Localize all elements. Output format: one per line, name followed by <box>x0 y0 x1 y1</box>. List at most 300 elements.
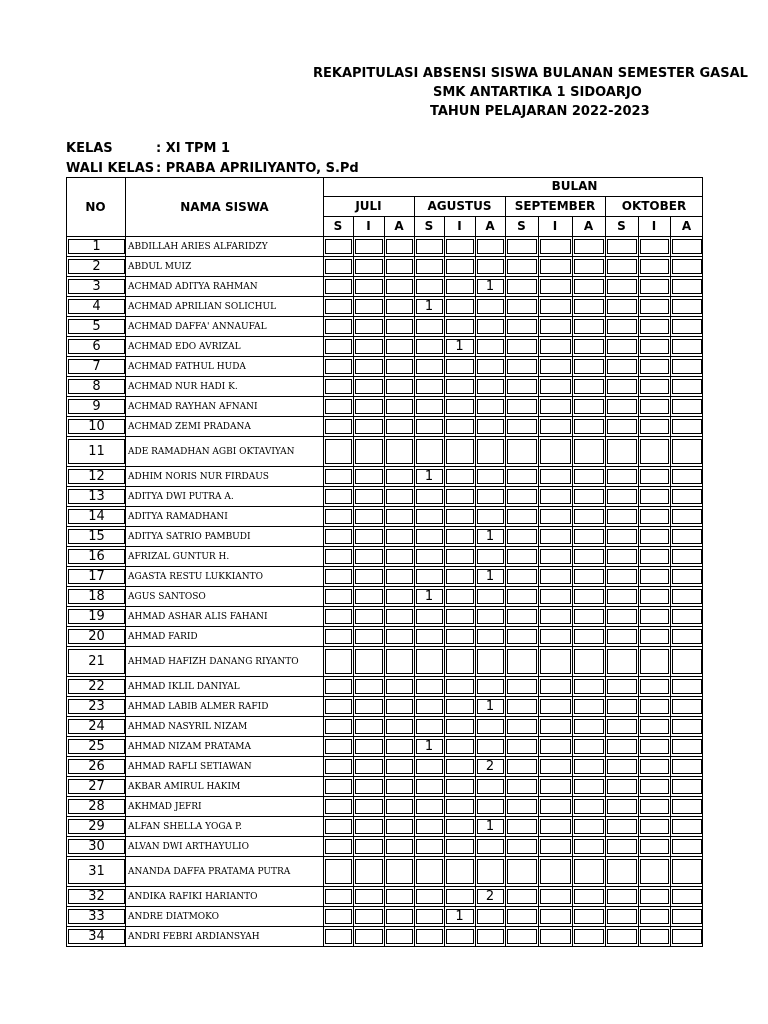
attendance-value <box>638 397 670 416</box>
attendance-value <box>638 277 670 296</box>
row-number: 17 <box>68 569 125 584</box>
attendance-value <box>414 357 444 376</box>
attendance-value: 1 <box>485 819 495 834</box>
attendance-value <box>505 837 538 856</box>
attendance-value <box>505 857 538 886</box>
table-row <box>66 357 703 377</box>
attendance-value <box>670 397 703 416</box>
attendance-value <box>505 357 538 376</box>
attendance-value <box>605 837 638 856</box>
attendance-value <box>605 737 638 756</box>
attendance-value <box>505 467 538 486</box>
attendance-value <box>384 777 414 796</box>
attendance-value <box>414 837 444 856</box>
grid-line <box>66 857 67 886</box>
attendance-value <box>638 567 670 586</box>
attendance-value <box>538 647 572 676</box>
attendance-value <box>475 437 505 466</box>
attendance-value <box>538 437 572 466</box>
attendance-value <box>670 317 703 336</box>
attendance-value <box>384 857 414 886</box>
attendance-value <box>444 927 475 946</box>
attendance-value <box>538 777 572 796</box>
attendance-value <box>605 337 638 356</box>
attendance-value <box>475 737 505 756</box>
academic-year: TAHUN PELAJARAN 2022-2023 <box>430 104 650 119</box>
attendance-value <box>475 507 505 526</box>
row-number: 25 <box>68 739 125 754</box>
grid-line <box>66 797 67 816</box>
attendance-value <box>444 567 475 586</box>
table-row <box>66 237 703 257</box>
attendance-value <box>353 277 384 296</box>
student-name: ADE RAMADHAN AGBI OKTAVIYAN <box>128 446 295 457</box>
attendance-value <box>414 797 444 816</box>
student-name: ACHMAD FATHUL HUDA <box>128 361 246 372</box>
attendance-value <box>444 467 475 486</box>
grid-line <box>125 487 126 506</box>
attendance-value <box>638 677 670 696</box>
class-info <box>66 141 230 156</box>
row-number: 19 <box>68 609 125 624</box>
row-number: 10 <box>68 419 125 434</box>
attendance-value <box>605 277 638 296</box>
attendance-value <box>670 507 703 526</box>
grid-line <box>66 487 67 506</box>
header-sub-a: A <box>394 219 404 233</box>
attendance-value <box>353 357 384 376</box>
attendance-value <box>323 737 353 756</box>
attendance-value <box>475 417 505 436</box>
grid-line <box>125 397 126 416</box>
attendance-value <box>670 857 703 886</box>
attendance-value <box>505 507 538 526</box>
attendance-value <box>605 487 638 506</box>
attendance-value <box>384 467 414 486</box>
attendance-value <box>638 297 670 316</box>
attendance-value <box>353 377 384 396</box>
attendance-value <box>572 817 605 836</box>
student-name: ABDILLAH ARIES ALFARIDZY <box>128 241 268 252</box>
row-number: 23 <box>68 699 125 714</box>
attendance-value <box>323 627 353 646</box>
table-row <box>66 857 703 887</box>
attendance-value <box>670 257 703 276</box>
attendance-value <box>670 547 703 566</box>
grid-line <box>125 817 126 836</box>
table-row <box>66 927 703 947</box>
attendance-value <box>384 797 414 816</box>
attendance-value <box>572 237 605 256</box>
attendance-value <box>414 337 444 356</box>
grid-line <box>66 417 67 436</box>
attendance-value <box>384 927 414 946</box>
grid-line <box>66 837 67 856</box>
attendance-value <box>414 437 444 466</box>
header-student-name: NAMA SISWA <box>180 200 269 214</box>
attendance-value <box>384 817 414 836</box>
attendance-value <box>572 417 605 436</box>
attendance-value <box>670 357 703 376</box>
attendance-value <box>670 907 703 926</box>
attendance-value <box>414 817 444 836</box>
attendance-value <box>323 317 353 336</box>
attendance-value <box>414 927 444 946</box>
attendance-value <box>505 797 538 816</box>
attendance-value <box>638 777 670 796</box>
attendance-value <box>444 257 475 276</box>
attendance-value <box>670 777 703 796</box>
attendance-value <box>538 357 572 376</box>
attendance-value <box>384 737 414 756</box>
header-sub-i: I <box>552 219 558 233</box>
attendance-value <box>505 337 538 356</box>
attendance-value <box>538 467 572 486</box>
attendance-value <box>538 717 572 736</box>
attendance-value <box>638 757 670 776</box>
attendance-value <box>353 527 384 546</box>
attendance-value <box>323 397 353 416</box>
attendance-value <box>323 277 353 296</box>
attendance-value <box>638 857 670 886</box>
attendance-value <box>353 317 384 336</box>
attendance-value <box>384 757 414 776</box>
attendance-value <box>670 377 703 396</box>
attendance-value <box>444 717 475 736</box>
table-row <box>66 257 703 277</box>
student-name: ADITYA DWI PUTRA A. <box>128 491 234 502</box>
attendance-value <box>353 817 384 836</box>
grid-line <box>66 317 67 336</box>
attendance-value <box>353 567 384 586</box>
school-name: SMK ANTARTIKA 1 SIDOARJO <box>433 85 642 100</box>
student-name: ADITYA SATRIO PAMBUDI <box>128 531 251 542</box>
homeroom-teacher-value: : PRABA APRILIYANTO, S.Pd <box>156 161 359 176</box>
table-row <box>66 297 703 317</box>
attendance-value <box>670 467 703 486</box>
row-number: 26 <box>68 759 125 774</box>
attendance-value <box>444 677 475 696</box>
attendance-value <box>353 487 384 506</box>
attendance-value <box>505 257 538 276</box>
attendance-value <box>605 437 638 466</box>
attendance-value <box>538 567 572 586</box>
grid-line <box>66 467 67 486</box>
attendance-value <box>538 337 572 356</box>
attendance-value <box>475 927 505 946</box>
grid-line <box>125 857 126 886</box>
attendance-value <box>323 677 353 696</box>
attendance-value <box>605 647 638 676</box>
attendance-value <box>638 527 670 546</box>
grid-line <box>66 437 67 466</box>
attendance-value <box>670 487 703 506</box>
attendance-value <box>384 297 414 316</box>
attendance-value <box>505 277 538 296</box>
attendance-value <box>670 927 703 946</box>
attendance-value <box>414 527 444 546</box>
table-row <box>66 317 703 337</box>
attendance-value <box>444 757 475 776</box>
attendance-value <box>353 257 384 276</box>
table-row <box>66 587 703 607</box>
table-row <box>66 627 703 647</box>
attendance-value <box>323 697 353 716</box>
attendance-value <box>572 567 605 586</box>
attendance-value <box>605 507 638 526</box>
row-number: 4 <box>68 299 125 314</box>
attendance-value: 1 <box>455 339 464 354</box>
attendance-value <box>414 677 444 696</box>
student-name: AHMAD FARID <box>128 631 198 642</box>
attendance-value <box>444 697 475 716</box>
attendance-value <box>384 527 414 546</box>
header-sub-s: S <box>517 219 526 233</box>
attendance-value <box>414 627 444 646</box>
attendance-value <box>538 587 572 606</box>
attendance-value <box>353 927 384 946</box>
attendance-value <box>444 297 475 316</box>
attendance-value <box>414 547 444 566</box>
attendance-value <box>323 777 353 796</box>
row-number: 30 <box>68 839 125 854</box>
header-sub-i: I <box>366 219 371 233</box>
attendance-value <box>475 317 505 336</box>
header-sub-s: S <box>333 219 343 233</box>
attendance-value <box>444 817 475 836</box>
attendance-value <box>505 907 538 926</box>
attendance-value <box>353 397 384 416</box>
attendance-value <box>323 887 353 906</box>
attendance-value <box>670 627 703 646</box>
attendance-value <box>505 677 538 696</box>
student-name: ACHMAD ZEMI PRADANA <box>128 421 251 432</box>
attendance-value <box>323 487 353 506</box>
attendance-value <box>384 627 414 646</box>
grid-line <box>125 677 126 696</box>
attendance-value <box>444 587 475 606</box>
grid-line <box>66 507 67 526</box>
attendance-value <box>353 437 384 466</box>
attendance-value <box>323 647 353 676</box>
attendance-value: 1 <box>485 569 495 584</box>
attendance-value <box>475 907 505 926</box>
attendance-value <box>414 647 444 676</box>
attendance-value <box>475 857 505 886</box>
attendance-value <box>670 647 703 676</box>
attendance-value <box>414 907 444 926</box>
table-row <box>66 487 703 507</box>
attendance-value <box>444 277 475 296</box>
attendance-value: 2 <box>485 889 495 904</box>
attendance-value <box>353 777 384 796</box>
attendance-value: 1 <box>424 739 434 754</box>
attendance-value <box>605 567 638 586</box>
attendance-value <box>384 677 414 696</box>
table-row <box>66 697 703 717</box>
header-no: NO <box>85 200 106 214</box>
attendance-value <box>638 647 670 676</box>
attendance-value <box>444 237 475 256</box>
attendance-value <box>572 737 605 756</box>
attendance-value <box>605 547 638 566</box>
attendance-value <box>323 467 353 486</box>
attendance-value <box>605 317 638 336</box>
attendance-value <box>384 887 414 906</box>
grid-line <box>66 887 67 906</box>
row-number: 27 <box>68 779 125 794</box>
table-row <box>66 777 703 797</box>
grid-line <box>66 677 67 696</box>
attendance-value <box>475 397 505 416</box>
header-sub-i: I <box>651 219 657 233</box>
row-number: 33 <box>68 909 125 924</box>
attendance-value <box>384 337 414 356</box>
student-name: ACHMAD DAFFA' ANNAUFAL <box>128 321 267 332</box>
attendance-value <box>323 527 353 546</box>
attendance-value <box>353 627 384 646</box>
attendance-value <box>414 257 444 276</box>
row-number: 8 <box>68 379 125 394</box>
attendance-value <box>323 907 353 926</box>
attendance-value <box>444 317 475 336</box>
attendance-value <box>475 837 505 856</box>
attendance-value <box>414 487 444 506</box>
student-name: AHMAD HAFIZH DANANG RIYANTO <box>128 656 299 667</box>
header-sub-a: A <box>485 219 495 233</box>
table-row <box>66 717 703 737</box>
grid-line <box>125 437 126 466</box>
attendance-value <box>538 907 572 926</box>
grid-line <box>125 587 126 606</box>
attendance-value <box>605 527 638 546</box>
attendance-value <box>323 297 353 316</box>
attendance-value <box>414 317 444 336</box>
grid-line <box>125 377 126 396</box>
grid-line <box>125 717 126 736</box>
attendance-value <box>505 437 538 466</box>
attendance-value <box>353 757 384 776</box>
attendance-value <box>638 357 670 376</box>
student-name: AHMAD ASHAR ALIS FAHANI <box>128 611 268 622</box>
student-name: ANDRI FEBRI ARDIANSYAH <box>128 931 260 942</box>
table-row <box>66 417 703 437</box>
student-name: ANANDA DAFFA PRATAMA PUTRA <box>128 866 291 877</box>
attendance-value <box>605 677 638 696</box>
attendance-value <box>572 927 605 946</box>
attendance-value <box>605 757 638 776</box>
grid-line <box>66 607 67 626</box>
grid-line <box>125 607 126 626</box>
attendance-value <box>538 237 572 256</box>
attendance-value <box>572 277 605 296</box>
attendance-value <box>605 907 638 926</box>
attendance-value <box>605 297 638 316</box>
attendance-value <box>572 397 605 416</box>
attendance-value <box>538 797 572 816</box>
attendance-value <box>505 697 538 716</box>
attendance-value <box>638 587 670 606</box>
attendance-value <box>444 857 475 886</box>
attendance-value <box>638 437 670 466</box>
attendance-value <box>670 567 703 586</box>
attendance-value <box>505 417 538 436</box>
homeroom-teacher-label: WALI KELAS <box>66 161 155 176</box>
grid-line <box>66 927 67 946</box>
attendance-value <box>505 487 538 506</box>
table-row <box>66 507 703 527</box>
attendance-value <box>638 257 670 276</box>
header-month-oktober: OKTOBER <box>621 199 687 213</box>
attendance-value <box>670 437 703 466</box>
attendance-value <box>605 887 638 906</box>
attendance-value <box>475 777 505 796</box>
attendance-value <box>538 527 572 546</box>
attendance-value <box>538 417 572 436</box>
attendance-value <box>572 507 605 526</box>
grid-line <box>125 697 126 716</box>
grid-line <box>125 317 126 336</box>
attendance-value <box>572 547 605 566</box>
student-name: ACHMAD EDO AVRIZAL <box>128 341 241 352</box>
grid-line <box>125 797 126 816</box>
attendance-value <box>444 487 475 506</box>
grid-line <box>66 647 67 676</box>
attendance-value <box>638 467 670 486</box>
attendance-value <box>353 857 384 886</box>
attendance-value <box>444 837 475 856</box>
attendance-value <box>572 887 605 906</box>
attendance-value <box>414 417 444 436</box>
table-row <box>66 547 703 567</box>
header-month-september: SEPTEMBER <box>514 199 596 213</box>
attendance-value <box>670 527 703 546</box>
attendance-value <box>605 237 638 256</box>
grid-line <box>125 527 126 546</box>
attendance-value <box>538 817 572 836</box>
attendance-value <box>384 417 414 436</box>
attendance-value <box>384 317 414 336</box>
attendance-table-body <box>66 237 703 947</box>
attendance-value <box>353 647 384 676</box>
attendance-value <box>605 777 638 796</box>
attendance-value <box>505 887 538 906</box>
header-right-border <box>702 177 703 237</box>
header-month-group: BULAN <box>551 179 598 193</box>
attendance-value <box>638 237 670 256</box>
grid-line <box>66 337 67 356</box>
attendance-value <box>538 547 572 566</box>
attendance-value <box>353 887 384 906</box>
attendance-value <box>323 717 353 736</box>
grid-line <box>125 337 126 356</box>
attendance-value <box>572 527 605 546</box>
attendance-value <box>323 587 353 606</box>
attendance-value <box>414 887 444 906</box>
student-name: AHMAD NIZAM PRATAMA <box>128 741 251 752</box>
attendance-value <box>323 797 353 816</box>
table-row <box>66 837 703 857</box>
attendance-value <box>572 357 605 376</box>
attendance-value <box>444 437 475 466</box>
attendance-value <box>505 737 538 756</box>
row-number: 32 <box>68 889 125 904</box>
row-number: 22 <box>68 679 125 694</box>
student-name: AKBAR AMIRUL HAKIM <box>128 781 241 792</box>
grid-line <box>125 257 126 276</box>
attendance-value <box>670 237 703 256</box>
attendance-value <box>353 587 384 606</box>
